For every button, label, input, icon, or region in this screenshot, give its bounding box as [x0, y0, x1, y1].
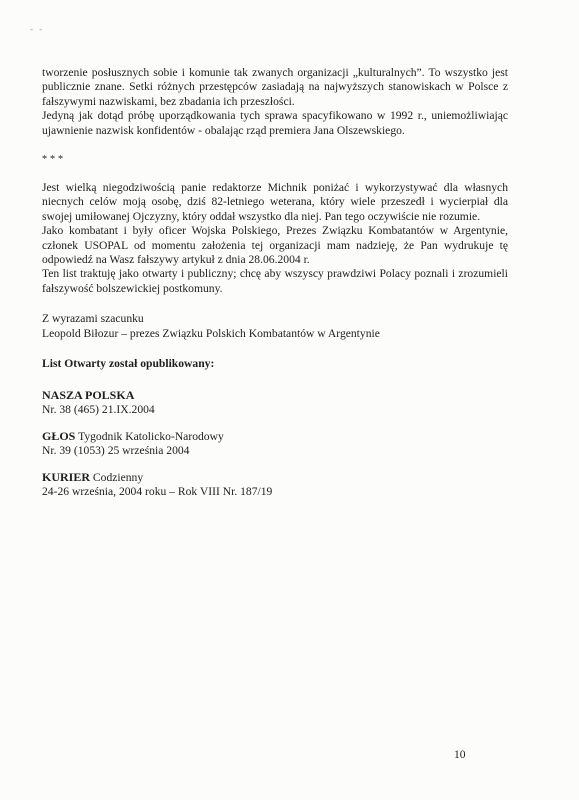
publication-item [42, 388, 508, 418]
publication-name: GŁOS [42, 428, 76, 443]
paragraph-main-3: Ten list traktuję jako otwarty i publiczny; chcę aby wszyscy prawdziwi Polacy poznali i zrozumieli fałszywość bolszewickiej postkomuny. [42, 267, 508, 295]
document-body [42, 66, 508, 511]
page-number: 10 [454, 748, 466, 761]
paragraph-main-1: Jest wielką niegodziwością panie redaktorze Michnik poniżać i wykorzystywać dla własnych niecnych celów moją osobę, dziś 82-letniego weterana, który wiele przeszedł i wycierpiał dla swojej umiłowanej Ojczyzny, który oddał wszystko dla niej. Pan tego oczywiście nie rozumie. [42, 181, 508, 223]
publication-detail: Nr. 39 (1053) 25 września 2004 [42, 444, 190, 458]
section-separator: *** [42, 154, 66, 166]
publication-detail: Nr. 38 (465) 21.IX.2004 [42, 403, 155, 417]
published-heading: List Otwarty został opublikowany: [42, 357, 215, 371]
publication-subtitle: Tygodnik Katolicko-Narodowy [78, 429, 224, 443]
publication-detail: 24-26 września, 2004 roku – Rok VIII Nr. 187/19 [42, 485, 273, 499]
paragraph-main-2: Jako kombatant i były oficer Wojska Polskiego, Prezes Związku Kombatantów w Argentynie, członek USOPAL od momentu założenia tej organizacji mam nadzieję, że Pan wydrukuje tę odpowiedź na Wasz fałszywy artykuł z dnia 28.06.2004 r. [42, 224, 508, 267]
publication-name: KURIER [42, 469, 91, 484]
publication-item [42, 470, 508, 500]
publication-item [42, 429, 508, 459]
publication-subtitle: Codzienny [92, 470, 144, 484]
publication-name: NASZA POLSKA [42, 387, 135, 402]
closing-line: Z wyrazami szacunku [42, 312, 144, 326]
paragraph-top-1: tworzenie posłusznych sobie i komunie tak zwanych organizacji „kulturalnych”. To wszystko jest publicznie znane. Setki różnych przestępców zasiadają na najwyższych stanowiskach w Polsce z fałszywymi nazwiskami, bez zbadania ich przeszłości. [42, 66, 508, 108]
paragraph-top-2: Jedyną jak dotąd próbę uporządkowania tych sprawa spacyfikowano w 1992 r., uniemożliwiając ujawnienie nazwisk konfidentów - obalając rząd premiera Jana Olszewskiego. [42, 109, 508, 137]
corner-mark: - - [30, 24, 45, 34]
signature-line: Leopold Biłozur – prezes Związku Polskich Kombatantów w Argentynie [42, 326, 380, 340]
